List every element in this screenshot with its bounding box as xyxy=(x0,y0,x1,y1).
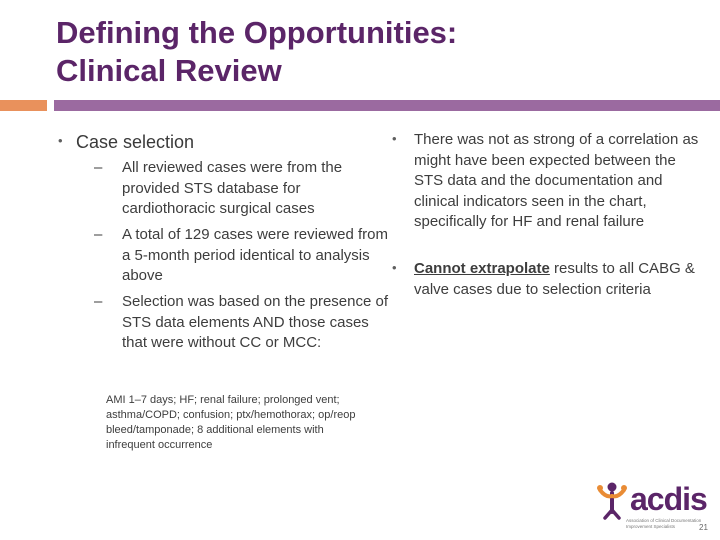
slide-title xyxy=(56,14,696,90)
subitem-3-text: Selection was based on the presence of STS data elements AND those cases that were without CC or MCC: xyxy=(122,293,389,351)
page-number: 21 xyxy=(699,523,708,532)
logo-tagline: Association of Clinical Documentation Improvement Specialists xyxy=(626,518,702,529)
accent-bar-orange xyxy=(0,100,47,111)
right-bullet-2-text xyxy=(414,259,704,300)
right-bullet-1-text: There was not as strong of a correlation as might have been expected between the STS data and the documentation and clinical indicators seen in the chart, specifically for HF and renal failure xyxy=(414,131,699,230)
subitem-2-text: A total of 129 cases were reviewed from a 5-month period identical to analysis above xyxy=(122,226,388,284)
case-selection-heading: Case selection xyxy=(76,132,195,152)
dash-icon: – xyxy=(94,159,103,176)
criteria-note: AMI 1–7 days; HF; renal failure; prolonged vent; asthma/COPD; confusion; ptx/hemothorax; op/reop bleed/tamponade; 8 additional elements with infrequent occurrence xyxy=(106,394,356,451)
dash-icon: – xyxy=(94,226,103,243)
bullet-dot-icon: • xyxy=(392,260,397,275)
bullet-dot-icon: • xyxy=(392,131,397,146)
accent-bar-purple xyxy=(54,100,720,111)
bullet-dot-icon: • xyxy=(58,133,63,148)
logo-wordmark: acdis xyxy=(630,481,707,517)
dash-icon: – xyxy=(94,293,103,310)
people-figure-icon xyxy=(592,480,632,520)
acdis-logo xyxy=(592,478,710,536)
subitem-1-text: All reviewed cases were from the provided STS database for cardiothoracic surgical cases xyxy=(122,159,343,217)
title-line-2: Clinical Review xyxy=(56,53,282,88)
emphasis-text: Cannot extrapolate xyxy=(414,260,550,277)
title-line-1: Defining the Opportunities: xyxy=(56,15,458,50)
bullet-2-rest: results to all CABG & valve cases due to selection criteria xyxy=(414,260,695,298)
